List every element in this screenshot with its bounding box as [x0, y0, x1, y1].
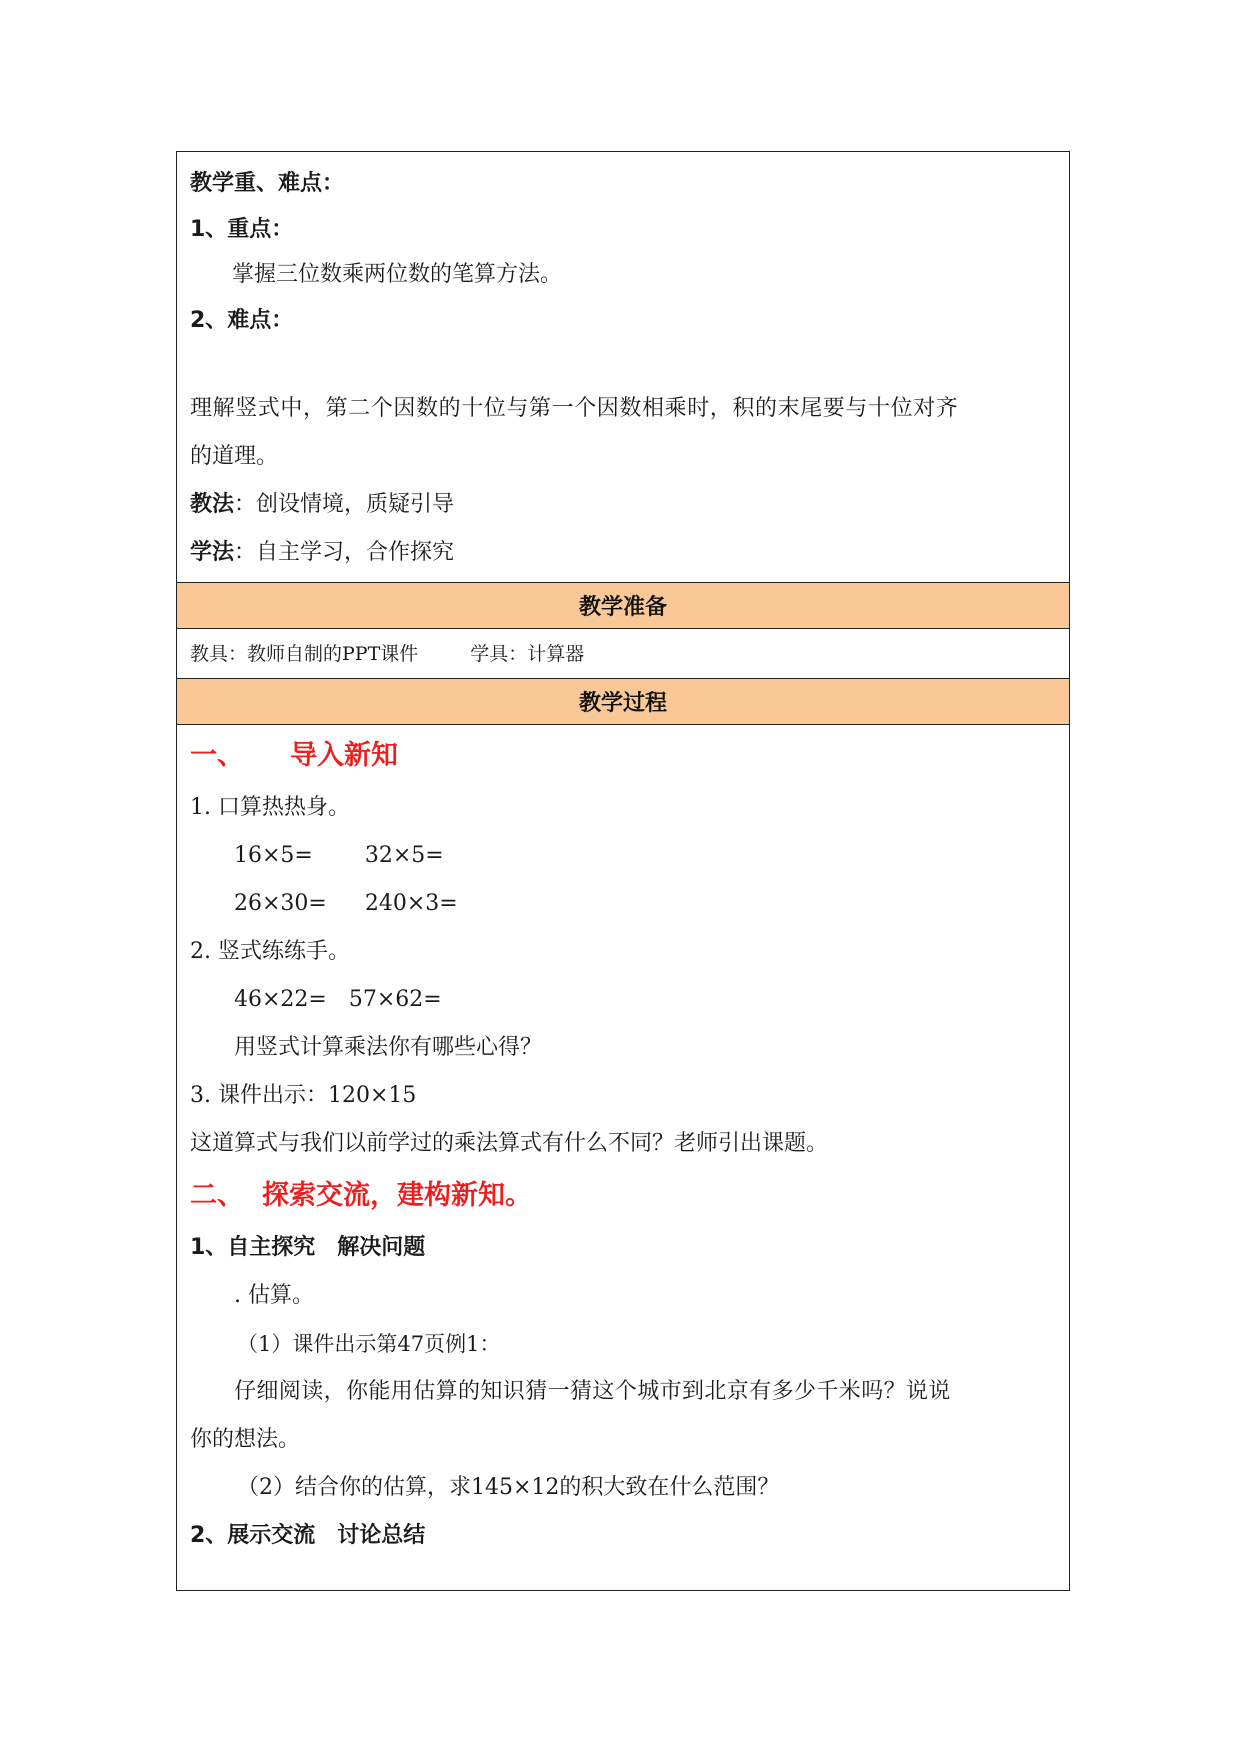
item-mental-math: 1. 口算热热身。 — [190, 795, 350, 820]
calc-1b: 32×5= — [364, 843, 444, 868]
step-1-text-1: 仔细阅读，你能用估算的知识猜一猜这个城市到北京有多少千米吗？说说 — [234, 1379, 951, 1404]
lesson-plan-table — [176, 151, 1070, 1591]
estimate-label: . 估算。 — [234, 1283, 314, 1308]
calc-3a: 46×22= — [234, 987, 327, 1012]
sub-discuss: 2、展示交流 讨论总结 — [190, 1523, 426, 1548]
part1-title-text: 导入新知 — [290, 740, 398, 771]
focus-title: 教学重、难点： — [190, 171, 345, 196]
calc-2a: 26×30= — [234, 891, 327, 916]
teaching-method-text: ：创设情境，质疑引导 — [234, 492, 455, 517]
calc-row-3 — [234, 985, 442, 1015]
difficult-point-text-2: 的道理。 — [190, 444, 279, 469]
item-vertical-practice: 2. 竖式练练手。 — [190, 939, 350, 964]
difficult-point-text-1: 理解竖式中，第二个因数的十位与第一个因数相乘时，积的末尾要与十位对齐 — [190, 396, 959, 421]
calc-row-2 — [234, 889, 458, 919]
teacher-tools: 教具：教师自制的PPT课件 — [190, 643, 419, 665]
focus-section — [177, 152, 1069, 582]
study-method-label: 学法 — [190, 540, 235, 565]
prep-tools — [190, 639, 584, 669]
part1-title-number: 一、 — [190, 740, 244, 771]
step-2: （2）结合你的估算，求145×12的积大致在什么范围？ — [237, 1475, 780, 1500]
difficult-point-label: 2、难点： — [190, 308, 294, 333]
prep-header-row — [177, 582, 1069, 628]
calc-row-1 — [234, 841, 444, 871]
question-insights: 用竖式计算乘法你有哪些心得？ — [234, 1035, 543, 1060]
calc-1a: 16×5= — [234, 843, 313, 868]
step-1: （1）课件出示第47页例1： — [237, 1332, 501, 1356]
student-tools: 学具：计算器 — [470, 643, 585, 665]
item-courseware: 3. 课件出示：120×15 — [190, 1083, 417, 1108]
calc-3b: 57×62= — [348, 987, 442, 1012]
calc-2b: 240×3= — [364, 891, 458, 916]
process-header: 教学过程 — [578, 691, 667, 716]
prep-body-row — [177, 628, 1069, 678]
step-1-text-2: 你的想法。 — [190, 1427, 301, 1452]
process-header-row — [177, 678, 1069, 724]
study-method — [190, 538, 454, 568]
process-section — [177, 724, 1069, 1590]
key-point-text: 掌握三位数乘两位数的笔算方法。 — [232, 262, 563, 287]
sub-explore: 1、自主探究 解决问题 — [190, 1235, 426, 1260]
prep-header: 教学准备 — [578, 595, 667, 620]
part2-title-text: 探索交流，建构新知。 — [262, 1180, 532, 1211]
part2-title-number: 二、 — [190, 1180, 244, 1211]
part2-title — [190, 1179, 532, 1213]
key-point-label: 1、重点： — [190, 217, 294, 242]
part1-title — [190, 739, 398, 773]
teaching-method — [190, 490, 454, 520]
study-method-text: ：自主学习，合作探究 — [234, 540, 455, 565]
question-difference: 这道算式与我们以前学过的乘法算式有什么不同？老师引出课题。 — [190, 1131, 829, 1156]
teaching-method-label: 教法 — [190, 492, 235, 517]
